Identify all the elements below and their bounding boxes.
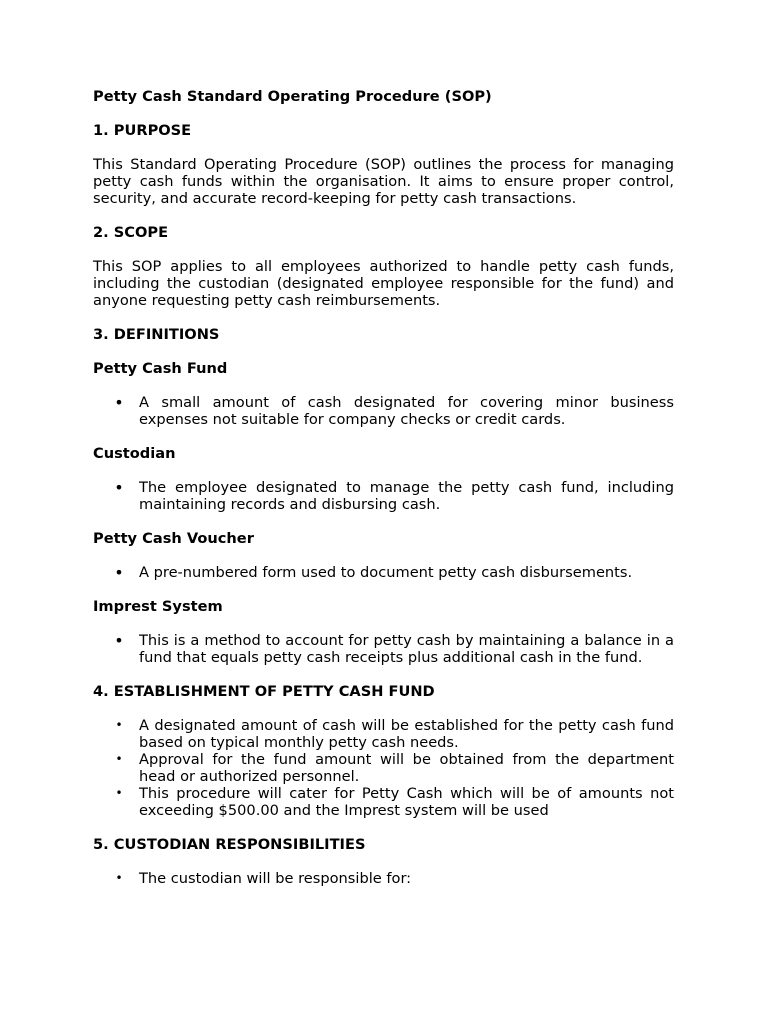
bullet-icon: • (114, 393, 124, 412)
definition-list-petty-cash-voucher (93, 564, 674, 581)
establishment-list (93, 717, 674, 819)
list-item (93, 632, 674, 666)
bullet-icon: • (115, 786, 123, 800)
list-item (93, 717, 674, 751)
definition-text: A small amount of cash designated for covering minor business expenses not suitable for company checks or credit cards. (139, 394, 674, 428)
list-item-text: A designated amount of cash will be established for the petty cash fund based on typical monthly petty cash needs. (139, 717, 674, 751)
definition-list-custodian (93, 479, 674, 513)
bullet-icon: • (115, 752, 123, 766)
definition-text: The employee designated to manage the petty cash fund, including maintaining records and disbursing cash. (139, 479, 674, 513)
bullet-icon: • (114, 631, 124, 650)
purpose-paragraph: This Standard Operating Procedure (SOP) outlines the process for managing petty cash funds within the organisation. It aims to ensure proper control, security, and accurate record-keeping for petty cash transactions. (93, 156, 674, 207)
list-item (93, 479, 674, 513)
section-heading-scope: 2. SCOPE (93, 224, 169, 241)
scope-paragraph: This SOP applies to all employees authorized to handle petty cash funds, including the custodian (designated employee responsible for the fund) and anyone requesting petty cash reimbursements. (93, 258, 674, 309)
list-item (93, 785, 674, 819)
section-heading-definitions: 3. DEFINITIONS (93, 326, 220, 343)
definition-term-petty-cash-fund: Petty Cash Fund (93, 360, 228, 377)
list-item (93, 751, 674, 785)
definition-term-petty-cash-voucher: Petty Cash Voucher (93, 530, 254, 547)
bullet-icon: • (115, 871, 123, 885)
section-heading-custodian-responsibilities: 5. CUSTODIAN RESPONSIBILITIES (93, 836, 366, 853)
list-item-text: Approval for the fund amount will be obtained from the department head or authorized personnel. (139, 751, 674, 785)
section-heading-purpose: 1. PURPOSE (93, 122, 192, 139)
list-item-text: The custodian will be responsible for: (139, 870, 412, 887)
definition-list-imprest-system (93, 632, 674, 666)
bullet-icon: • (115, 718, 123, 732)
definition-list-petty-cash-fund (93, 394, 674, 428)
document-title: Petty Cash Standard Operating Procedure (SOP) (93, 88, 492, 105)
list-item (93, 870, 674, 887)
definition-text: This is a method to account for petty cash by maintaining a balance in a fund that equals petty cash receipts plus additional cash in the fund. (139, 632, 674, 666)
list-item (93, 564, 674, 581)
bullet-icon: • (114, 478, 124, 497)
section-heading-establishment: 4. ESTABLISHMENT OF PETTY CASH FUND (93, 683, 435, 700)
definition-text: A pre-numbered form used to document petty cash disbursements. (139, 564, 633, 581)
bullet-icon: • (114, 563, 124, 582)
list-item (93, 394, 674, 428)
custodian-responsibilities-list (93, 870, 674, 887)
document-page (93, 88, 674, 904)
definition-term-imprest-system: Imprest System (93, 598, 223, 615)
definition-term-custodian: Custodian (93, 445, 176, 462)
list-item-text: This procedure will cater for Petty Cash which will be of amounts not exceeding $500.00 and the Imprest system will be used (139, 785, 674, 819)
